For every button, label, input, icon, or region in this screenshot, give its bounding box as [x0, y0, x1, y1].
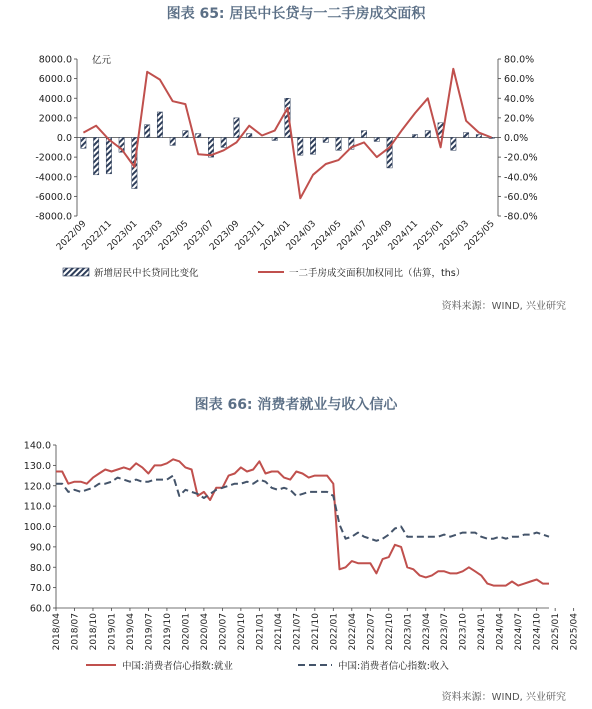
y-tick-label: 110.0: [23, 501, 51, 513]
bar: [412, 135, 417, 138]
x-tick-label: 2022/04: [347, 613, 358, 651]
x-tick-label: 2024/07: [335, 219, 370, 253]
x-tick-label: 2024/05: [310, 219, 344, 253]
bar: [298, 138, 303, 156]
x-tick-label: 2024/03: [284, 219, 319, 253]
x-tick-label: 2023/05: [157, 219, 191, 253]
chart66-legend: [86, 660, 449, 672]
bar: [144, 125, 149, 138]
x-tick-label: 2023/01: [106, 219, 140, 253]
right-tick-label: 0.0%: [504, 133, 529, 144]
chart65-left-ticks: [35, 55, 77, 223]
right-tick-label: -80.0%: [504, 211, 538, 223]
right-tick-label: 60.0%: [504, 74, 535, 86]
legend-income-label: 中国:消费者信心指数:收入: [338, 661, 449, 672]
left-tick-label: 4000.0: [38, 93, 72, 105]
bar: [157, 112, 162, 138]
left-tick-label: -6000.0: [35, 191, 72, 203]
y-tick-label: 120.0: [23, 481, 51, 493]
x-tick-label: 2018/07: [70, 613, 81, 651]
x-tick-label: 2021/04: [273, 613, 284, 651]
left-tick-label: -2000.0: [35, 152, 72, 164]
x-tick-label: 2025/05: [463, 219, 497, 253]
x-tick-label: 2019/10: [162, 613, 173, 651]
x-tick-label: 2018/04: [52, 613, 62, 651]
left-tick-label: 6000.0: [38, 74, 72, 86]
right-tick-label: 80.0%: [504, 54, 535, 66]
x-tick-label: 2024/11: [386, 219, 421, 253]
x-tick-label: 2024/04: [495, 613, 506, 651]
y-tick-label: 130.0: [23, 460, 51, 472]
x-tick-label: 2018/10: [88, 613, 99, 651]
left-tick-label: 2000.0: [38, 113, 72, 125]
legend-line-label: 一二手房成交面积加权同比（估算，ths）: [289, 268, 466, 279]
bar: [387, 138, 392, 168]
x-tick-label: 2024/07: [514, 613, 525, 651]
x-tick-label: 2025/03: [437, 219, 472, 253]
x-tick-label: 2023/07: [440, 613, 451, 651]
chart65-source: 资料来源：WIND, 兴业研究: [441, 301, 566, 312]
chart66-y-ticks: [24, 441, 56, 615]
chart65-x-ticks: [55, 219, 497, 253]
bar: [374, 138, 379, 142]
left-tick-label: -4000.0: [35, 172, 72, 184]
bar: [247, 134, 252, 138]
x-tick-label: 2024/10: [532, 613, 543, 651]
bar: [476, 135, 481, 138]
chart66-source: 资料来源：WIND, 兴业研究: [441, 692, 566, 703]
legend-bar-label: 新增居民中长贷同比变化: [94, 268, 199, 279]
x-tick-label: 2023/09: [208, 219, 242, 253]
x-tick-label: 2020/01: [181, 613, 192, 651]
bar: [221, 138, 226, 148]
x-tick-label: 2019/04: [125, 613, 136, 651]
x-tick-label: 2021/07: [292, 613, 303, 651]
bar: [272, 138, 277, 141]
x-tick-label: 2023/01: [403, 613, 414, 651]
bar: [196, 134, 201, 138]
chart65-legend: [63, 267, 465, 279]
left-tick-label: 0.0: [56, 133, 72, 144]
x-tick-label: 2023/03: [131, 219, 166, 253]
x-tick-label: 2019/07: [144, 613, 155, 651]
bar: [323, 138, 328, 143]
x-tick-label: 2020/10: [236, 613, 247, 651]
chart65-left-unit: 亿元: [92, 55, 112, 66]
right-tick-label: -60.0%: [504, 191, 538, 203]
x-tick-label: 2024/01: [259, 219, 293, 253]
x-tick-label: 2025/04: [569, 613, 580, 651]
y-tick-label: 100.0: [23, 522, 51, 533]
chart66-title: 图表 66: 消费者就业与收入信心: [194, 397, 398, 413]
bar: [310, 138, 315, 155]
bar: [106, 138, 111, 174]
right-tick-label: -20.0%: [504, 152, 538, 164]
income-line: [56, 476, 549, 541]
x-tick-label: 2025/01: [551, 613, 562, 651]
bar: [170, 138, 175, 146]
bar: [183, 131, 188, 138]
x-tick-label: 2024/01: [477, 613, 488, 651]
y-tick-label: 60.0: [29, 603, 51, 615]
x-tick-label: 2020/04: [199, 613, 210, 651]
bar: [234, 118, 239, 138]
x-tick-label: 2020/07: [218, 613, 229, 651]
x-tick-label: 2021/01: [255, 613, 266, 651]
bar: [425, 131, 430, 138]
y-tick-label: 80.0: [29, 562, 51, 574]
bar: [81, 138, 86, 149]
employment-line: [56, 459, 549, 585]
bar: [361, 131, 366, 138]
x-tick-label: 2024/09: [361, 219, 395, 253]
x-tick-label: 2023/07: [182, 219, 217, 253]
x-tick-label: 2019/01: [107, 613, 118, 651]
legend-bar-swatch: [63, 268, 89, 276]
y-tick-label: 70.0: [29, 583, 51, 595]
left-tick-label: -8000.0: [35, 211, 72, 223]
x-tick-label: 2022/07: [366, 613, 377, 651]
right-tick-label: 40.0%: [504, 93, 535, 105]
bar: [451, 138, 456, 151]
x-tick-label: 2022/01: [329, 613, 340, 651]
x-tick-label: 2022/11: [80, 219, 115, 253]
right-tick-label: -40.0%: [504, 172, 538, 184]
bar: [336, 138, 341, 151]
bar: [93, 138, 98, 175]
chart66-x-ticks: [52, 608, 580, 650]
x-tick-label: 2023/04: [421, 613, 432, 651]
legend-employment-label: 中国:消费者信心指数:就业: [122, 661, 233, 672]
y-tick-label: 140.0: [23, 440, 51, 452]
x-tick-label: 2023/10: [458, 613, 469, 651]
x-tick-label: 2022/10: [384, 613, 395, 651]
chart66-lines: [56, 459, 549, 585]
x-tick-label: 2025/01: [412, 219, 446, 253]
y-tick-label: 90.0: [29, 542, 51, 554]
x-tick-label: 2023/11: [233, 219, 268, 253]
chart65-title: 图表 65: 居民中长贷与一二手房成交面积: [166, 6, 426, 22]
bar: [463, 133, 468, 138]
chart-household-loans-housing: [0, 0, 592, 318]
left-tick-label: 8000.0: [38, 54, 72, 66]
x-tick-label: 2022/09: [54, 219, 89, 253]
right-tick-label: 20.0%: [504, 113, 535, 125]
x-tick-label: 2021/10: [310, 613, 321, 651]
chart-consumer-confidence: [0, 318, 592, 709]
chart65-right-ticks: [498, 55, 538, 223]
